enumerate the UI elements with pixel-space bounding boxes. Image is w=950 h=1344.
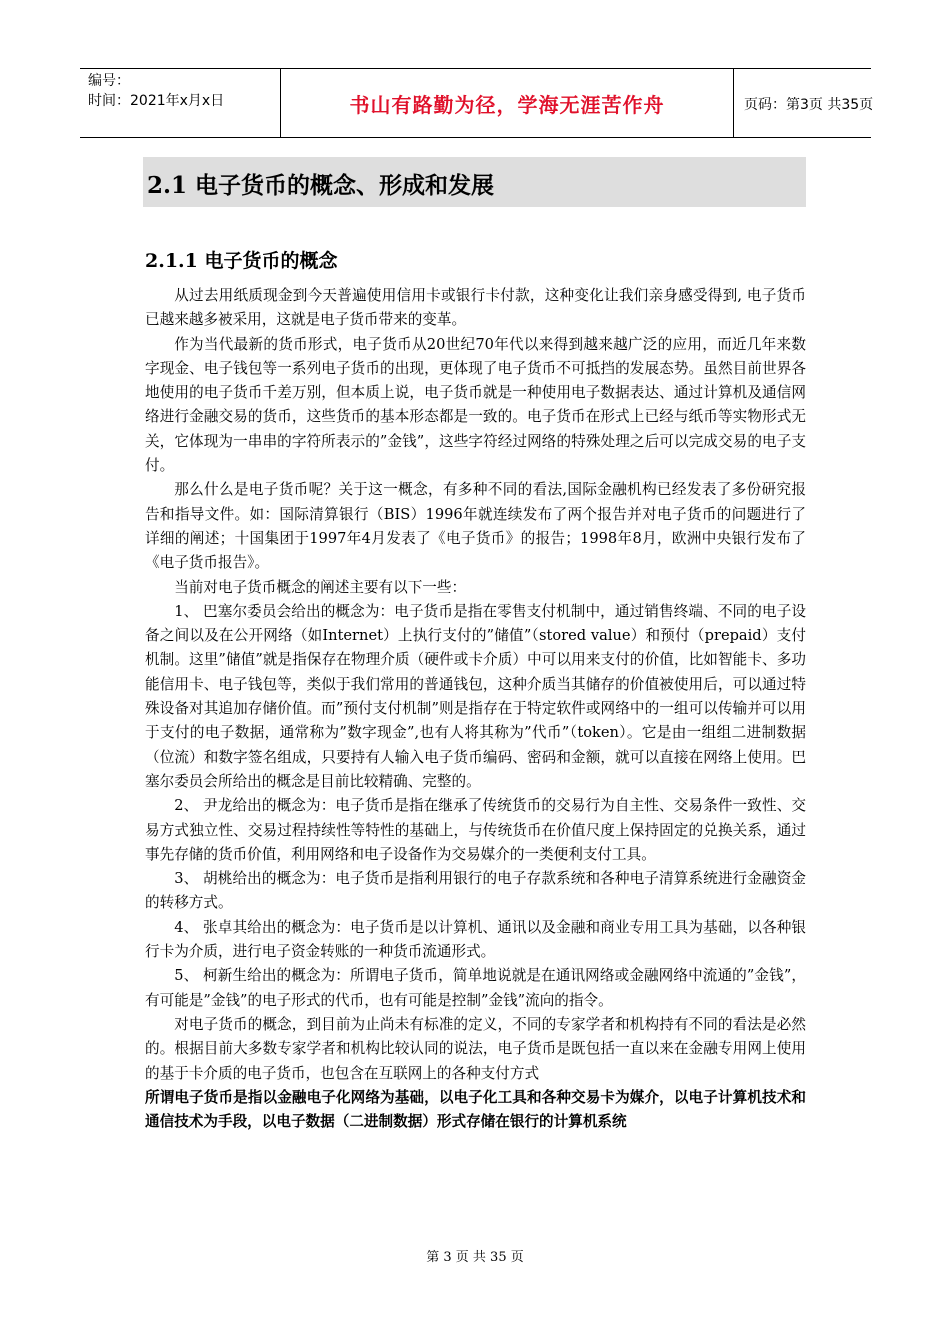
section-title: 2.1 电子货币的概念、形成和发展 [147,172,495,199]
paragraph: 4、 张卓其给出的概念为：电子货币是以计算机、通讯以及金融和商业专用工具为基础，以各种银行卡为介质，进行电子资金转账的一种货币流通形式。 [145,918,806,961]
header-page-label: 页码：第3页 共35页 [744,97,874,113]
body-text [145,284,806,1134]
paragraph: 当前对电子货币概念的阐述主要有以下一些： [174,578,467,596]
paragraph: 作为当代最新的货币形式，电子货币从20世纪70年代以来得到越来越广泛的应用，而近几年来数字现金、电子钱包等一系列电子货币的出现，更体现了电子货币不可抵挡的发展态势。虽然目前世界各地使用的电子货币千差万别，但本质上说，电子货币就是一种使用电子数据表达、通过计算机及通信网络进行金融交易的货币，这些货币的基本形态都是一致的。电子货币在形式上已经与纸币等实物形式无关，它体现为一串串的字符所表示的”金钱”，这些字符经过网络的特殊处理之后可以完成交易的电子支付。 [145,335,806,475]
header-motto-cell [281,69,734,137]
header-meta-cell [80,69,281,137]
paragraph: 对电子货币的概念，到目前为止尚未有标准的定义，不同的专家学者和机构持有不同的看法是必然的。根据目前大多数专家学者和机构比较认同的说法，电子货币是既包括一直以来在金融专用网上使用的基于卡介质的电子货币，也包含在互联网上的各种支付方式 [145,1015,806,1082]
paragraph: 5、 柯新生给出的概念为：所谓电子货币，简单地说就是在通讯网络或金融网络中流通的”金钱”，有可能是”金钱”的电子形式的代币，也有可能是控制”金钱”流向的指令。 [145,967,806,1009]
doc-number-label: 编号： [88,73,130,89]
paragraph: 2、 尹龙给出的概念为：电子货币是指在继承了传统货币的交易行为自主性、交易条件一致性、交易方式独立性、交易过程持续性等特性的基础上，与传统货币在价值尺度上保持固定的兑换关系，通过事先存储的货币价值，利用网络和电子设备作为交易媒介的一类便利支付工具。 [145,797,806,863]
bold-definition: 所谓电子货币是指以金融电子化网络为基础，以电子化工具和各种交易卡为媒介，以电子计算机技术和通信技术为手段，以电子数据（二进制数据）形式存储在银行的计算机系统 [145,1088,806,1131]
subsection-title: 2.1.1 电子货币的概念 [145,250,338,272]
paragraph: 1、 巴塞尔委员会给出的概念为：电子货币是指在零售支付机制中，通过销售终端、不同的电子设备之间以及在公开网络（如Internet）上执行支付的”储值”（stored value）和预付（prepaid）支付机制。这里”储值”就是指保存在物理介质（硬件或卡介质）中可以用来支付的价值，比如智能卡、多功能信用卡、电子钱包等，类似于我们常用的普通钱包，这种介质当其储存的价值被使用后，可以通过特殊设备对其追加存储价值。而”预付支付机制”则是指存在于特定软件或网络中的一组可以传输并可以用于支付的电子数据，通常称为”数字现金”,也有人将其称为”代币”（token）。它是由一组组二进制数据（位流）和数字签名组成，只要持有人输入电子货币编码、密码和金额，就可以直接在网络上使用。巴塞尔委员会所给出的概念是目前比较精确、完整的。 [145,602,806,790]
page-header [80,68,874,138]
header-page-cell [734,69,874,137]
paragraph: 从过去用纸质现金到今天普遍使用信用卡或银行卡付款，这种变化让我们亲身感受得到, 电子货币已越来越多被采用，这就是电子货币带来的变革。 [145,287,806,329]
paragraph: 那么什么是电子货币呢？关于这一概念，有多种不同的看法,国际金融机构已经发表了多份研究报告和指导文件。如：国际清算银行（BIS）1996年就连续发布了两个报告并对电子货币的问题进行了详细的阐述；十国集团于1997年4月发表了《电子货币》的报告；1998年8月，欧洲中央银行发布了《电子货币报告》。 [145,481,806,572]
header-motto: 书山有路勤为径，学海无涯苦作舟 [349,93,665,117]
date-label: 时间：2021年x月x日 [88,93,225,109]
page-footer: 第 3 页 共 35 页 [426,1250,524,1265]
section-heading-bar [143,157,806,207]
paragraph: 3、 胡桃给出的概念为：电子货币是指利用银行的电子存款系统和各种电子清算系统进行金融资金的转移方式。 [145,870,806,912]
